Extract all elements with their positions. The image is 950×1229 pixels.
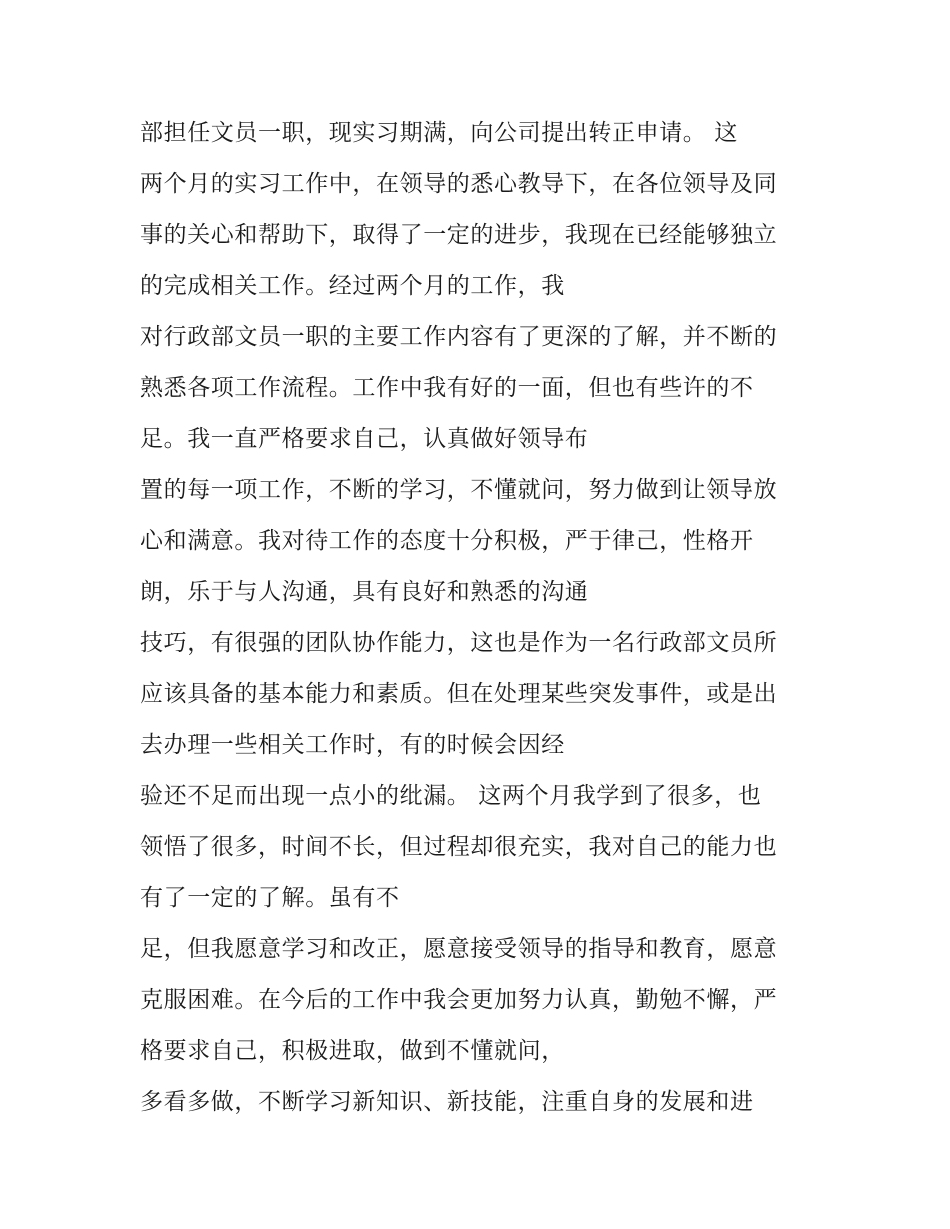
text-line: 对行政部文员一职的主要工作内容有了更深的了解，并不断的: [140, 324, 778, 350]
text-line: 事的关心和帮助下，取得了一定的进步，我现在已经能够独立: [140, 222, 778, 248]
text-line: 多看多做，不断学习新知识、新技能，注重自身的发展和进: [140, 1089, 754, 1115]
text-line: 足。我一直严格要求自己，认真做好领导布: [140, 426, 589, 452]
text-line: 部担任文员一职，现实习期满，向公司提出转正申请。 这: [140, 120, 738, 146]
text-line: 置的每一项工作，不断的学习，不懂就问，努力做到让领导放: [140, 477, 778, 503]
text-line: 应该具备的基本能力和素质。但在处理某些突发事件，或是出: [140, 681, 778, 707]
text-line: 有了一定的了解。虽有不: [140, 885, 400, 911]
text-line: 两个月的实习工作中，在领导的悉心教导下，在各位领导及同: [140, 171, 778, 197]
text-line: 的完成相关工作。经过两个月的工作，我: [140, 273, 565, 299]
text-line: 克服困难。在今后的工作中我会更加努力认真，勤勉不懈，严: [140, 987, 778, 1013]
text-line: 足，但我愿意学习和改正，愿意接受领导的指导和教育，愿意: [140, 936, 778, 962]
text-line: 朗，乐于与人沟通，具有良好和熟悉的沟通: [140, 579, 589, 605]
text-line: 领悟了很多，时间不长，但过程却很充实，我对自己的能力也: [140, 834, 778, 860]
text-line: 验还不足而出现一点小的纰漏。 这两个月我学到了很多，也: [140, 783, 762, 809]
text-line: 格要求自己，积极进取，做到不懂就问，: [140, 1038, 565, 1064]
text-line: 技巧，有很强的团队协作能力，这也是作为一名行政部文员所: [140, 630, 778, 656]
text-line: 心和满意。我对待工作的态度十分积极，严于律己，性格开: [140, 528, 754, 554]
text-line: 去办理一些相关工作时，有的时候会因经: [140, 732, 565, 758]
body-text: [140, 108, 820, 1128]
text-line: 熟悉各项工作流程。工作中我有好的一面，但也有些许的不: [140, 375, 754, 401]
